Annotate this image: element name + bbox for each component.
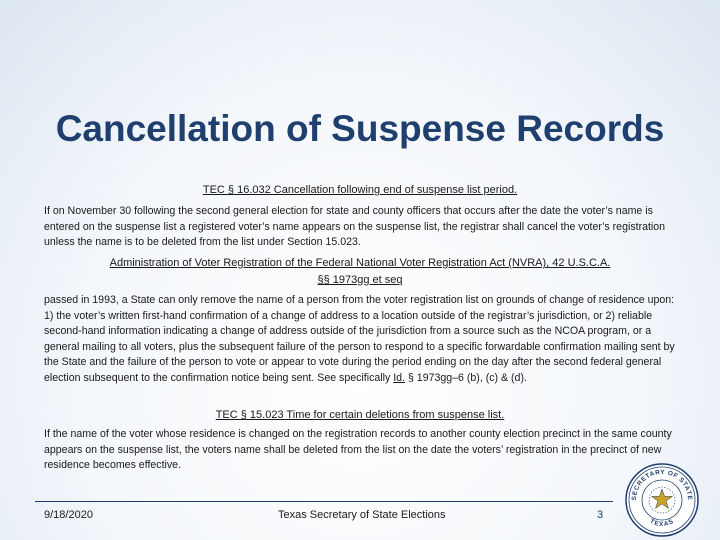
nvra-id-link[interactable]: Id. — [393, 371, 406, 384]
footer-divider — [35, 501, 613, 502]
section-heading-nvra-citation: §§ 1973gg et seq — [317, 274, 403, 286]
section-heading-tec-15023: TEC § 15.023 Time for certain deletions from suspense list. — [215, 409, 505, 421]
nvra-body-citation: § 1973gg–6 (b), (c) & (d). — [407, 371, 527, 384]
section-heading-nvra: Administration of Voter Registration of the Federal National Voter Registration Act (NVRA), 42 U.S.C.A. — [109, 257, 611, 269]
texas-sos-seal-icon — [624, 462, 700, 538]
section-body-nvra — [44, 293, 676, 386]
section-body-tec-15023: If the name of the voter whose residence is changed on the registration records to another county election precinct in the same county appears on the suspense list, the voters name shall be deleted from the list on the date the voters’ registration in the precinct of new residence becomes effective. — [44, 428, 672, 471]
nvra-body-text: passed in 1993, a State can only remove the name of a person from the voter registration list on grounds of change of residence upon: 1) the voter’s written first-hand confirmation of a change of address to a location outside of the registrar’s jurisdiction, or 2) reliable second-hand information indicating a change of address outside of the jurisdiction from a source such as the NCOA program, or a general mailing to all voters, plus the subsequent failure of the person to respond to a specific forwardable confirmation mailing sent by the State and the failure of the person to vote or appear to vote during the period ending on the day after the second federal general election subsequent to the confirmation notice being sent. See specifically — [44, 294, 675, 384]
slide-title: Cancellation of Suspense Records — [55, 108, 665, 149]
seal-top-text: SECRETARY OF STATE — [630, 468, 694, 501]
section-heading-tec-16032: TEC § 16.032 Cancellation following end of suspense list period. — [202, 184, 518, 196]
footer-center-text: Texas Secretary of State Elections — [278, 509, 446, 521]
section-body-tec-16032: If on November 30 following the second general election for state and county officers that occurs after the date the voter’s name is entered on the suspense list a registered voter’s name appears on the suspense list, the registrar shall cancel the voter’s registration unless the name is to be deleted from the list under Section 15.023. — [44, 205, 666, 248]
seal-bottom-text: TEXAS — [648, 517, 676, 529]
footer-date: 9/18/2020 — [44, 509, 93, 521]
footer-page-number: 3 — [597, 509, 604, 521]
